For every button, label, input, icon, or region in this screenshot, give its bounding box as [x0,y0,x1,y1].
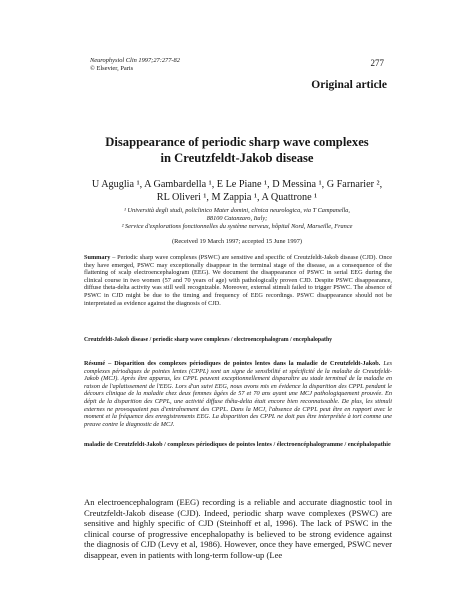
resume-text: Les complexes périodiques de pointes lentes (CPPL) sont un signe de sensibilité et spécificité de la maladie de Creutzfeldt-Jakob (MCJ). Après être apparus, les CPPL peuvent exceptionnellement disparaître au stade terminal de la maladie en raison de l'aplatissement de l'EEG. Lors d'un suivi EEG, nous avons mis en évidence la disparition des CPPL pendant le décours clinique de la maladie chez deux femmes âgées de 57 et 70 ans ayant une MCJ pathologiquement prouvée. En dépit de la disparition des CPPL, une activité diffuse thêta-delta était encore bien reconnaissable. De plus, les stimuli externes ne provoquaient pas d'entraînement des CPPL. Dans la MCJ, l'absence de CPPL peut être en rapport avec le moment et la fréquence des enregistrements EEG. La disparition des CPPL ne doit pas être interprétée à tort comme une preuve contre le diagnostic de MCJ. [84,360,392,428]
title-line-1: Disappearance of periodic sharp wave complexes [105,135,369,149]
journal-citation [90,57,180,73]
title-line-2: in Creutzfeldt-Jakob disease [160,151,314,165]
resume-abstract [84,360,392,428]
keywords-english: Creutzfeldt-Jakob disease / periodic sharp wave complexes / electroencephalogram / encephalopathy [84,337,333,343]
summary-text: – Periodic sharp wave complexes (PSWC) are sensitive and specific of Creutzfeldt-Jakob disease (CJD). Once they have emerged, PSWC may exceptionally disappear in the terminal stage of the disease, as a consequence of the flattening of scalp electroencephalogram (EEG). We document the disappearance of PSWC in serial EEG during the clinical course in two women (57 and 70 years of age) with pathologically proven CJD. Despite PSWC disappearance, diffuse theta-delta activity was still well recognizable. Moreover, external stimuli failed to trigger PSWC. The absence of PSWC in CJD might be due to the timing and frequency of EEG recordings. PSWC disappearance should not be interpretated as evidence against the diagnosis of CJD. [84,254,392,307]
summary-label: Summary [84,254,111,261]
article-type-label: Original article [311,79,387,91]
resume-label: Résumé – Disparition des complexes périodiques de pointes lentes dans la maladie de Creutzfeldt-Jakob. [84,360,381,367]
keywords-french: maladie de Creutzfeldt-Jakob / complexes périodiques de pointes lentes / électroencéphalogramme / encéphalopathie [84,441,391,448]
affiliations [0,207,474,231]
received-dates: (Received 19 March 1997; accepted 15 June 1997) [171,238,303,245]
author-list [0,179,474,204]
copyright-line: © Elsevier, Paris [90,65,134,72]
authors-line-1: U Aguglia ¹, A Gambardella ¹, E Le Piane ¹, D Messina ¹, G Farnarier ², [91,179,383,190]
article-title [0,134,474,166]
body-paragraph: An electroencephalogram (EEG) recording is a reliable and accurate diagnostic tool in Creutzfeldt-Jakob disease (CJD). Indeed, periodic sharp wave complexes (PSWC) are sensitive and highly specific of CJD (Steinhoff et al, 1996). The lack of PSWC in the clinical course of progressive encephalopathy is believed to be strong evidence against the diagnosis of CJD (Levy et al, 1986). However, once they have emerged, PSWC never disappear, even in patients with long-term follow-up (Lee [84,497,392,560]
summary-abstract [84,254,392,307]
page-number: 277 [370,58,384,68]
affiliation-line-3: ² Service d'explorations fonctionnelles du système nerveux, hôpital Nord, Marseille, France [121,223,353,231]
authors-line-2: RL Oliveri ¹, M Zappia ¹, A Quattrone ¹ [156,191,318,203]
affiliation-line-2: 88100 Catanzaro, Italy; [206,215,268,223]
journal-reference: Neurophysiol Clin 1997;27:277-82 [90,57,180,64]
affiliation-line-1: ¹ Università degli studi, policlinico Mater domini, clinica neurologica, via T Campanella, [124,207,350,214]
